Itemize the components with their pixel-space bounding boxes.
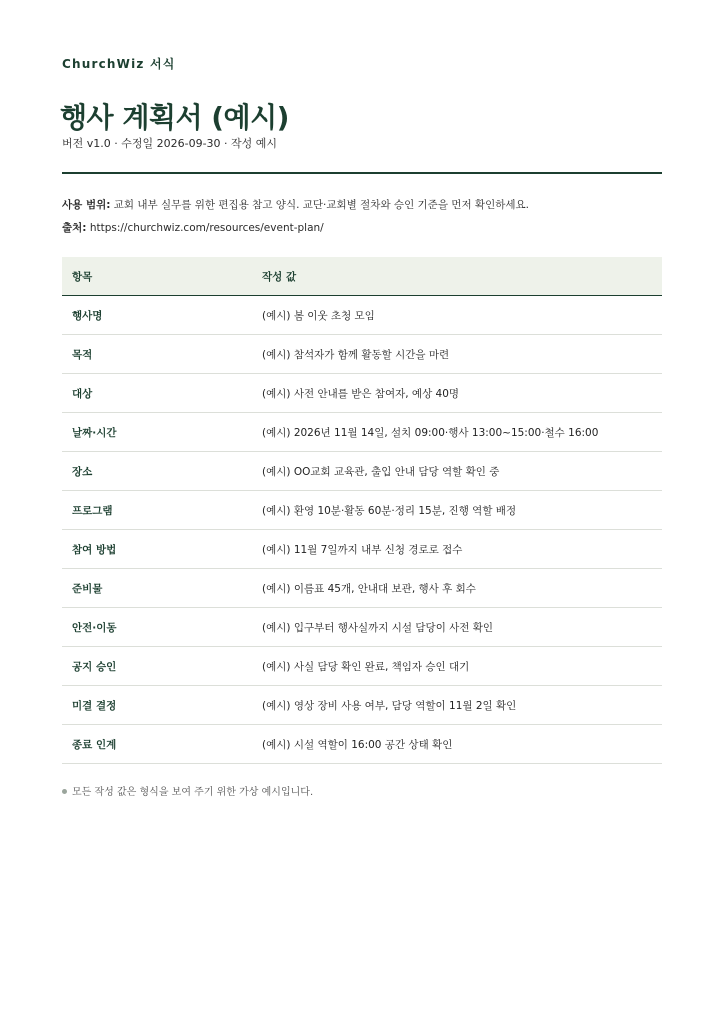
row-value: (예시) 영상 장비 사용 여부, 담당 역할이 11월 2일 확인 xyxy=(262,686,662,725)
row-label: 안전·이동 xyxy=(62,608,262,647)
table-row xyxy=(62,374,662,413)
row-value: (예시) 11월 7일까지 내부 신청 경로로 접수 xyxy=(262,530,662,569)
row-label: 날짜·시간 xyxy=(62,413,262,452)
row-label: 참여 방법 xyxy=(62,530,262,569)
table-row xyxy=(62,296,662,335)
table-header-row xyxy=(62,257,662,296)
row-label: 장소 xyxy=(62,452,262,491)
row-label: 종료 인계 xyxy=(62,725,262,764)
usage-scope-label: 사용 범위: xyxy=(62,199,111,211)
row-value: (예시) 2026년 11월 14일, 설치 09:00·행사 13:00~15:00·철수 16:00 xyxy=(262,413,662,452)
table-row xyxy=(62,569,662,608)
footnote xyxy=(62,783,313,798)
bullet-dot-icon xyxy=(62,789,67,794)
row-value: (예시) 환영 10분·활동 60분·정리 15분, 진행 역할 배정 xyxy=(262,491,662,530)
row-label: 준비물 xyxy=(62,569,262,608)
row-value: (예시) 참석자가 함께 활동할 시간을 마련 xyxy=(262,335,662,374)
document-meta: 버전 v1.0 · 수정일 2026-09-30 · 작성 예시 xyxy=(62,137,278,150)
table-row xyxy=(62,686,662,725)
usage-scope xyxy=(62,197,529,212)
usage-scope-text: 교회 내부 실무를 위한 편집용 참고 양식. 교단·교회별 절차와 승인 기준을 먼저 확인하세요. xyxy=(110,199,529,211)
table-row xyxy=(62,530,662,569)
column-header-item: 항목 xyxy=(62,257,262,296)
source-line xyxy=(62,220,324,235)
row-label: 프로그램 xyxy=(62,491,262,530)
source-url: https://churchwiz.com/resources/event-plan/ xyxy=(86,222,324,234)
row-value: (예시) 입구부터 행사실까지 시설 담당이 사전 확인 xyxy=(262,608,662,647)
table-row xyxy=(62,491,662,530)
row-value: (예시) 봄 이웃 초청 모임 xyxy=(262,296,662,335)
page-title: 행사 계획서 (예시) xyxy=(60,101,289,134)
table-row xyxy=(62,452,662,491)
row-value: (예시) 이름표 45개, 안내대 보관, 행사 후 회수 xyxy=(262,569,662,608)
table-row xyxy=(62,413,662,452)
table-row xyxy=(62,608,662,647)
row-label: 행사명 xyxy=(62,296,262,335)
header-divider xyxy=(62,172,662,174)
row-value: (예시) 사실 담당 확인 완료, 책임자 승인 대기 xyxy=(262,647,662,686)
table-row xyxy=(62,725,662,764)
brand-label: ChurchWiz 서식 xyxy=(62,57,176,71)
row-label: 목적 xyxy=(62,335,262,374)
row-label: 대상 xyxy=(62,374,262,413)
footnote-text: 모든 작성 값은 형식을 보여 주기 위한 가상 예시입니다. xyxy=(72,787,314,798)
row-value: (예시) OO교회 교육관, 출입 안내 담당 역할 확인 중 xyxy=(262,452,662,491)
row-label: 미결 결정 xyxy=(62,686,262,725)
row-value: (예시) 시설 역할이 16:00 공간 상태 확인 xyxy=(262,725,662,764)
table-row xyxy=(62,335,662,374)
row-value: (예시) 사전 안내를 받은 참여자, 예상 40명 xyxy=(262,374,662,413)
row-label: 공지 승인 xyxy=(62,647,262,686)
source-label: 출처: xyxy=(62,222,87,234)
event-plan-table xyxy=(62,257,662,764)
table-row xyxy=(62,647,662,686)
column-header-value: 작성 값 xyxy=(262,257,662,296)
